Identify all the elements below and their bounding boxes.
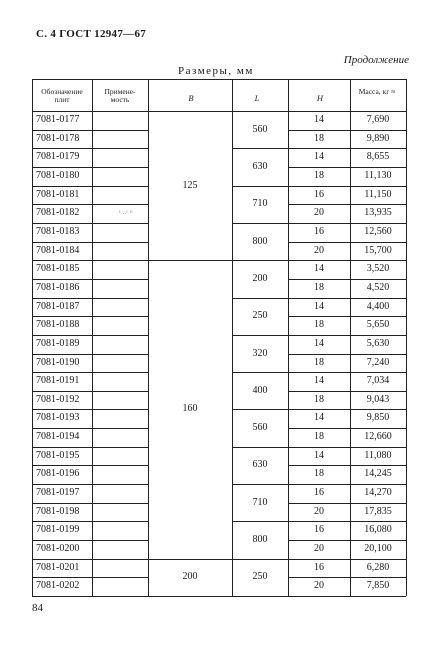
- row-line: [232, 260, 288, 261]
- plate-designation: 7081-0190: [36, 356, 80, 368]
- mass-value: 17,835: [364, 505, 392, 517]
- row-line: [32, 186, 148, 187]
- mass-value: 7,850: [366, 580, 390, 592]
- dimension-L: 710: [252, 496, 268, 508]
- mass-value: 8,655: [366, 151, 390, 163]
- dimension-L: 320: [252, 347, 268, 359]
- row-line: [32, 428, 148, 429]
- mass-value: 7,240: [366, 356, 390, 368]
- mass-value: 14,270: [364, 487, 392, 499]
- sizes-caption: Размеры, мм: [178, 65, 254, 77]
- plate-designation: 7081-0198: [36, 505, 80, 517]
- mass-value: 12,560: [364, 225, 392, 237]
- row-line: [288, 577, 406, 578]
- row-line: [232, 148, 288, 149]
- row-line: [288, 503, 406, 504]
- row-line: [32, 204, 148, 205]
- mass-value: 6,280: [366, 561, 390, 573]
- row-line: [32, 260, 148, 261]
- page-number: 84: [32, 602, 43, 614]
- plate-designation: 7081-0182: [36, 207, 80, 219]
- header-L: L: [254, 93, 260, 103]
- row-line: [32, 540, 148, 541]
- plate-designation: 7081-0195: [36, 449, 80, 461]
- row-line: [288, 540, 406, 541]
- row-line: [288, 484, 406, 485]
- plate-designation: 7081-0180: [36, 169, 80, 181]
- mass-value: 12,660: [364, 431, 392, 443]
- mass-value: 13,935: [364, 207, 392, 219]
- dimension-B: 160: [182, 403, 198, 415]
- plate-designation: 7081-0189: [36, 337, 80, 349]
- dimension-H: 18: [314, 431, 324, 443]
- plate-designation: 7081-0177: [36, 114, 80, 125]
- row-line: [32, 484, 148, 485]
- row-line: [288, 298, 406, 299]
- column-line: [406, 79, 407, 596]
- row-line: [32, 503, 148, 504]
- row-line: [232, 559, 288, 560]
- plate-designation: 7081-0197: [36, 487, 80, 499]
- dimension-L: 800: [252, 534, 268, 546]
- dimension-H: 14: [314, 263, 324, 275]
- column-line: [92, 79, 93, 596]
- row-line: [148, 559, 232, 560]
- dimension-B: 200: [182, 571, 198, 583]
- mass-value: 15,700: [364, 244, 392, 256]
- dimensions-table: [32, 79, 406, 596]
- mass-value: 9,850: [366, 412, 390, 424]
- plate-designation: 7081-0196: [36, 468, 80, 480]
- dimension-H: 20: [314, 505, 324, 517]
- continuation-label: Продолжение: [343, 54, 409, 66]
- row-line: [32, 577, 148, 578]
- plate-designation: 7081-0185: [36, 263, 80, 275]
- table-bottom-border: [32, 596, 406, 597]
- row-line: [32, 354, 148, 355]
- plate-designation: 7081-0188: [36, 319, 80, 331]
- row-line: [32, 521, 148, 522]
- row-line: [32, 447, 148, 448]
- dimension-H: 14: [314, 412, 324, 424]
- dimension-L: 630: [252, 160, 268, 172]
- row-line: [288, 447, 406, 448]
- row-line: [288, 372, 406, 373]
- row-line: [232, 409, 288, 410]
- dimension-H: 18: [314, 281, 324, 293]
- row-line: [232, 298, 288, 299]
- row-line: [32, 409, 148, 410]
- mass-value: 3,520: [366, 263, 390, 275]
- dimension-H: 18: [314, 319, 324, 331]
- dimension-L: 250: [252, 310, 268, 322]
- row-line: [32, 316, 148, 317]
- row-line: [232, 223, 288, 224]
- dimension-L: 630: [252, 459, 268, 471]
- plate-designation: 7081-0202: [36, 580, 80, 592]
- mass-value: 7,690: [366, 114, 390, 125]
- row-line: [288, 316, 406, 317]
- row-line: [288, 186, 406, 187]
- dimension-H: 14: [314, 337, 324, 349]
- row-line: [232, 484, 288, 485]
- mass-value: 11,130: [364, 169, 392, 181]
- plate-designation: 7081-0199: [36, 524, 80, 536]
- row-line: [288, 223, 406, 224]
- dimension-H: 14: [314, 114, 324, 125]
- row-line: [148, 260, 232, 261]
- mass-value: 16,080: [364, 524, 392, 536]
- dimension-H: 18: [314, 356, 324, 368]
- dimension-L: 200: [252, 272, 268, 284]
- dimension-H: 16: [314, 524, 324, 536]
- row-line: [288, 465, 406, 466]
- dimension-L: 400: [252, 384, 268, 396]
- dimension-H: 14: [314, 375, 324, 387]
- row-line: [32, 130, 148, 131]
- mass-value: 5,630: [366, 337, 390, 349]
- dimension-H: 20: [314, 207, 324, 219]
- header-mass: Масса, кг ≈: [358, 87, 396, 96]
- row-line: [288, 279, 406, 280]
- row-line: [32, 223, 148, 224]
- column-line: [288, 79, 289, 596]
- plate-designation: 7081-0181: [36, 188, 80, 200]
- plate-designation: 7081-0200: [36, 543, 80, 555]
- row-line: [32, 559, 148, 560]
- row-line: [32, 279, 148, 280]
- dimension-H: 20: [314, 244, 324, 256]
- row-line: [288, 260, 406, 261]
- column-line: [148, 79, 149, 596]
- header-B: B: [188, 93, 194, 103]
- row-line: [32, 391, 148, 392]
- column-line: [232, 79, 233, 596]
- dimension-L: 560: [252, 422, 268, 434]
- mass-value: 4,520: [366, 281, 390, 293]
- row-line: [232, 447, 288, 448]
- row-line: [32, 465, 148, 466]
- row-line: [288, 521, 406, 522]
- row-line: [232, 335, 288, 336]
- row-line: [288, 428, 406, 429]
- header-designation: Обозначение плит: [41, 87, 83, 104]
- dimension-H: 20: [314, 580, 324, 592]
- dimension-H: 14: [314, 151, 324, 163]
- plate-designation: 7081-0194: [36, 431, 80, 443]
- plate-designation: 7081-0192: [36, 393, 80, 405]
- dimension-L: 560: [252, 123, 268, 135]
- dimension-H: 16: [314, 487, 324, 499]
- row-line: [288, 242, 406, 243]
- dimension-H: 20: [314, 543, 324, 555]
- row-line: [288, 391, 406, 392]
- row-line: [232, 372, 288, 373]
- dimension-H: 14: [314, 300, 324, 312]
- row-line: [232, 521, 288, 522]
- plate-designation: 7081-0179: [36, 151, 80, 163]
- stray-mark: ᵎ ..ᵎ ᵎᵎ: [119, 210, 133, 216]
- row-line: [32, 298, 148, 299]
- plate-designation: 7081-0201: [36, 561, 80, 573]
- dimension-B: 125: [182, 179, 198, 191]
- page-header: С. 4 ГОСТ 12947—67: [36, 28, 147, 40]
- mass-value: 20,100: [364, 543, 392, 555]
- dimension-H: 18: [314, 393, 324, 405]
- dimension-L: 710: [252, 198, 268, 210]
- dimension-L: 250: [252, 571, 268, 583]
- row-line: [32, 242, 148, 243]
- mass-value: 9,890: [366, 132, 390, 144]
- plate-designation: 7081-0178: [36, 132, 80, 144]
- dimension-H: 16: [314, 561, 324, 573]
- row-line: [232, 186, 288, 187]
- row-line: [288, 559, 406, 560]
- dimension-H: 16: [314, 225, 324, 237]
- row-line: [32, 148, 148, 149]
- mass-value: 4,400: [366, 300, 390, 312]
- plate-designation: 7081-0187: [36, 300, 80, 312]
- row-line: [288, 167, 406, 168]
- column-line: [32, 79, 33, 596]
- plate-designation: 7081-0184: [36, 244, 80, 256]
- dimension-H: 16: [314, 188, 324, 200]
- row-line: [288, 409, 406, 410]
- plate-designation: 7081-0186: [36, 281, 80, 293]
- mass-value: 11,080: [364, 449, 392, 461]
- mass-value: 11,150: [364, 188, 392, 200]
- plate-designation: 7081-0191: [36, 375, 80, 387]
- row-line: [288, 204, 406, 205]
- column-line: [350, 79, 351, 596]
- dimension-H: 18: [314, 169, 324, 181]
- row-line: [32, 335, 148, 336]
- row-line: [32, 372, 148, 373]
- mass-value: 7,034: [366, 375, 390, 387]
- mass-value: 9,043: [366, 393, 390, 405]
- mass-value: 5,650: [366, 319, 390, 331]
- plate-designation: 7081-0183: [36, 225, 80, 237]
- mass-value: 14,245: [364, 468, 392, 480]
- dimension-H: 18: [314, 132, 324, 144]
- row-line: [288, 354, 406, 355]
- row-line: [32, 167, 148, 168]
- dimension-H: 14: [314, 449, 324, 461]
- dimension-H: 18: [314, 468, 324, 480]
- plate-designation: 7081-0193: [36, 412, 80, 424]
- row-line: [288, 130, 406, 131]
- dimension-L: 800: [252, 235, 268, 247]
- row-line: [288, 335, 406, 336]
- row-line: [288, 148, 406, 149]
- header-application: Примене- мость: [104, 87, 136, 104]
- header-H: H: [316, 93, 324, 103]
